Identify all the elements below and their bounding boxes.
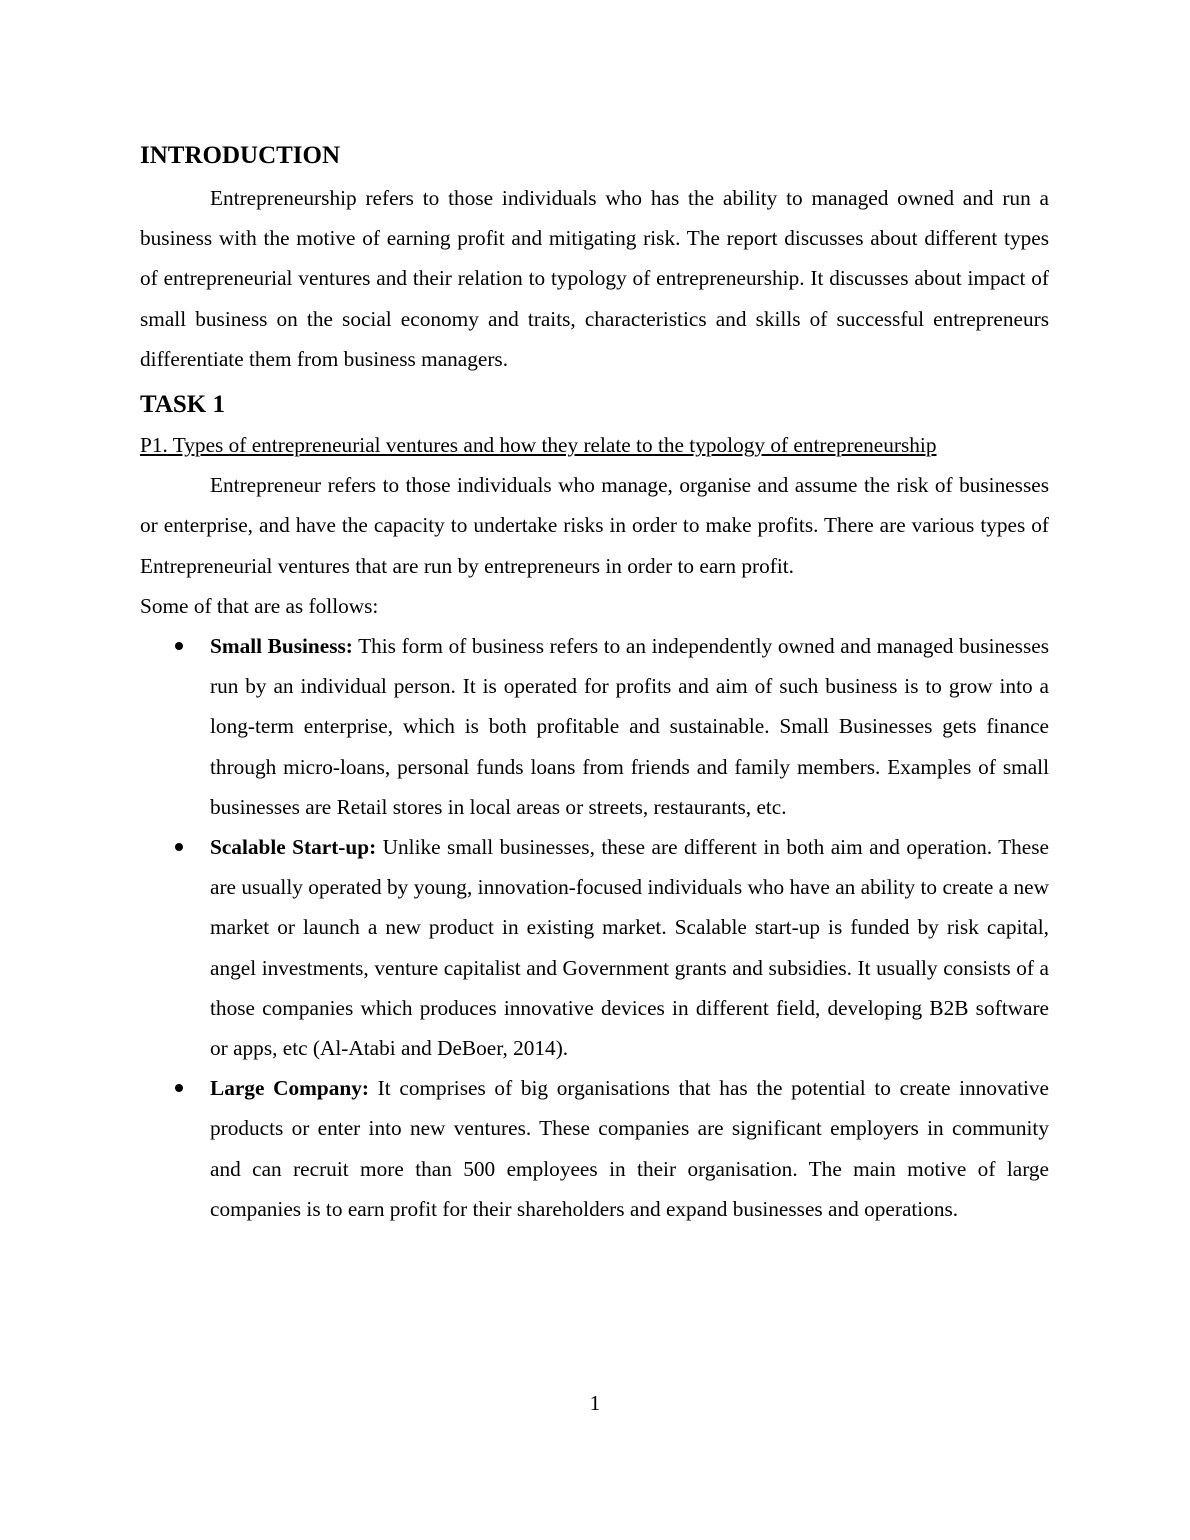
page-number: 1: [589, 1391, 601, 1415]
bullet-term: Small Business:: [210, 634, 353, 659]
list-item-large-company: [140, 1068, 1049, 1229]
introduction-heading: INTRODUCTION: [140, 142, 341, 169]
bullet-icon: [175, 1084, 183, 1092]
list-item-scalable-startup: [140, 827, 1049, 1068]
venture-types-list: [140, 626, 1049, 1229]
bullet-text: It comprises of big organisations that has the potential to create innovative products or enter into new ventures. These companies are significant employers in community and can recruit more than 500 employees in their organisation. The main motive of large companies is to earn profit for their shareholders and expand businesses and operations.: [210, 1076, 1050, 1221]
task-1-paragraph: Entrepreneur refers to those individuals who manage, organise and assume the risk of businesses or enterprise, and have the capacity to undertake risks in order to make profits. There are various types of Entrepreneurial ventures that are run by entrepreneurs in order to earn profit.: [140, 473, 1049, 578]
introduction-paragraph: Entrepreneurship refers to those individuals who has the ability to managed owned and run a business with the motive of earning profit and mitigating risk. The report discusses about different types of entrepreneurial ventures and their relation to typology of entrepreneurship. It discusses about impact of small business on the social economy and traits, characteristics and skills of successful entrepreneurs differentiate them from business managers.: [140, 186, 1049, 371]
bullet-text: This form of business refers to an independently owned and managed businesses run by an individual person. It is operated for profits and aim of such business is to grow into a long-term enterprise, which is both profitable and sustainable. Small Businesses gets finance through micro-loans, personal funds loans from friends and family members. Examples of small businesses are Retail stores in local areas or streets, restaurants, etc.: [210, 634, 1049, 819]
bullet-term: Large Company:: [210, 1076, 369, 1101]
p1-subheading: P1. Types of entrepreneurial ventures and how they relate to the typology of entrepreneurship: [140, 433, 937, 458]
bullet-icon: [175, 843, 183, 851]
task-1-lead-in: Some of that are as follows:: [140, 593, 379, 618]
list-item-small-business: [140, 626, 1049, 827]
bullet-icon: [175, 642, 183, 650]
document-page: [140, 138, 1049, 1229]
bullet-term: Scalable Start-up:: [210, 835, 377, 860]
task-1-heading: TASK 1: [140, 391, 225, 419]
bullet-text: Unlike small businesses, these are different in both aim and operation. These are usually operated by young, innovation-focused individuals who have an ability to create a new market or launch a new product in existing market. Scalable start-up is funded by risk capital, angel investments, venture capitalist and Government grants and subsidies. It usually consists of a those companies which produces innovative devices in different field, developing B2B software or apps, etc (Al-Atabi and DeBoer, 2014).: [210, 835, 1049, 1061]
